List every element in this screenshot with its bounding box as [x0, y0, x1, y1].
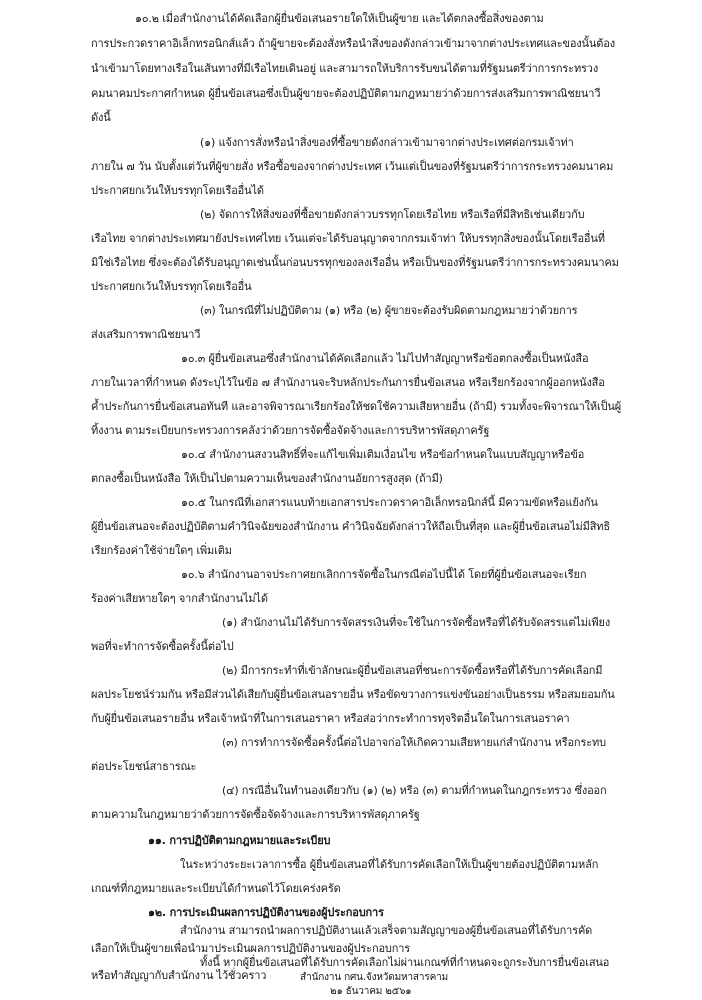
clause-10-6-line-2: ร้องค่าเสียหายใดๆ จากสำนักงานไม่ได้	[91, 592, 268, 605]
cancel-item-3-line-2: ต่อประโยชน์สาธารณะ	[91, 760, 197, 773]
clause-10-3-line-3: ค้ำประกันการยื่นข้อเสนอทันที และอาจพิจารณาเรียกร้องให้ชดใช้ความเสียหายอื่น (ถ้ามี) รวมทั้งจะพิจารณาให้เป็นผู้	[91, 400, 622, 413]
clause-11-heading: ๑๑. การปฏิบัติตามกฎหมายและระเบียบ	[148, 834, 331, 847]
clause-12-line-4: หรือทำสัญญากับสำนักงาน ไว้ชั่วคราว	[91, 969, 267, 982]
cancel-item-1-line-2: พอที่จะทำการจัดซื้อครั้งนี้ต่อไป	[91, 640, 234, 653]
item-2-line-2: เรือไทย จากต่างประเทศมายังประเทศไทย เว้นแต่จะได้รับอนุญาตจากกรมเจ้าท่า ให้บรรทุกสิ่งของนั้นโดยเรืออื่นที่	[91, 232, 605, 245]
item-1-line-2: ภายใน ๗ วัน นับตั้งแต่วันที่ผู้ขายสั่ง หรือซื้อของจากต่างประเทศ เว้นแต่เป็นของที่รัฐมนตรีว่าการกระทรวงคมนาคม	[91, 160, 614, 173]
item-2-line-1: (๒) จัดการให้สิ่งของที่ซื้อขายดังกล่าวบรรทุกโดยเรือไทย หรือเรือที่มีสิทธิเช่นเดียวกับ	[200, 208, 585, 221]
clause-10-2-line-1: ๑๐.๒ เมื่อสำนักงานได้คัดเลือกผู้ยื่นข้อเสนอรายใดให้เป็นผู้ขาย และได้ตกลงซื้อสิ่งของตาม	[135, 12, 544, 25]
cancel-item-4-line-2: ตามความในกฎหมายว่าด้วยการจัดซื้อจัดจ้างและการบริหารพัสดุภาครัฐ	[91, 808, 420, 821]
item-1-line-1: (๑) แจ้งการสั่งหรือนำสิ่งของที่ซื้อขายดังกล่าวเข้ามาจากต่างประเทศต่อกรมเจ้าท่า	[200, 136, 574, 149]
clause-10-6-line-1: ๑๐.๖ สำนักงานอาจประกาศยกเลิกการจัดซื้อในกรณีต่อไปนี้ได้ โดยที่ผู้ยื่นข้อเสนอจะเรียก	[181, 568, 587, 581]
item-2-line-4: ประกาศยกเว้นให้บรรทุกโดยเรืออื่น	[91, 280, 252, 293]
signature-office: สำนักงาน กศน.จังหวัดมหาสารคาม	[300, 972, 449, 983]
clause-10-5-line-2: ผู้ยื่นข้อเสนอจะต้องปฏิบัติตามคำวินิจฉัยของสำนักงาน คำวินิจฉัยดังกล่าวให้ถือเป็นที่สุด และผู้ยื่นข้อเสนอไม่มีสิทธิ	[91, 520, 610, 533]
clause-10-2-line-4: คมนาคมประกาศกำหนด ผู้ยื่นข้อเสนอซึ่งเป็นผู้ขายจะต้องปฏิบัติตามกฎหมายว่าด้วยการส่งเสริมการพาณิชยนาวี	[91, 87, 601, 100]
item-2-line-3: มิใช่เรือไทย ซึ่งจะต้องได้รับอนุญาตเช่นนั้นก่อนบรรทุกของลงเรืออื่น หรือเป็นของที่รัฐมนตรีว่าการกระทรวงคมนาคม	[91, 256, 619, 269]
clause-10-4-line-1: ๑๐.๔ สำนักงานสงวนสิทธิ์ที่จะแก้ไขเพิ่มเติมเงื่อนไข หรือข้อกำหนดในแบบสัญญาหรือข้อ	[181, 448, 585, 461]
cancel-item-2-line-3: กับผู้ยื่นข้อเสนอรายอื่น หรือเจ้าหน้าที่ในการเสนอราคา หรือส่อว่ากระทำการทุจริตอื่นใดในการเสนอราคา	[91, 712, 570, 725]
item-1-line-3: ประกาศยกเว้นให้บรรทุกโดยเรืออื่นได้	[91, 184, 264, 197]
cancel-item-3-line-1: (๓) การทำการจัดซื้อครั้งนี้ต่อไปอาจก่อให้เกิดความเสียหายแก่สำนักงาน หรือกระทบ	[222, 736, 606, 749]
clause-10-5-line-3: เรียกร้องค่าใช้จ่ายใดๆ เพิ่มเติม	[91, 544, 232, 557]
clause-12-heading: ๑๒. การประเมินผลการปฏิบัติงานของผู้ประกอบการ	[148, 906, 384, 919]
clause-12-line-3: ทั้งนี้ หากผู้ยื่นข้อเสนอที่ได้รับการคัดเลือกไม่ผ่านเกณฑ์ที่กำหนดจะถูกระงับการยื่นข้อเสนอ	[200, 956, 610, 969]
item-3-line-1: (๓) ในกรณีที่ไม่ปฏิบัติตาม (๑) หรือ (๒) ผู้ขายจะต้องรับผิดตามกฎหมายว่าด้วยการ	[200, 304, 578, 317]
clause-10-2-line-2: การประกวดราคาอิเล็กทรอนิกส์แล้ว ถ้าผู้ขายจะต้องสั่งหรือนำสิ่งของดังกล่าวเข้ามาจากต่างประเทศและของนั้นต้อง	[91, 37, 615, 50]
clause-10-5-line-1: ๑๐.๕ ในกรณีที่เอกสารแนบท้ายเอกสารประกวดราคาอิเล็กทรอนิกส์นี้ มีความขัดหรือแย้งกัน	[181, 496, 598, 509]
cancel-item-1-line-1: (๑) สำนักงานไม่ได้รับการจัดสรรเงินที่จะใช้ในการจัดซื้อหรือที่ได้รับจัดสรรแต่ไม่เพียง	[222, 616, 611, 629]
clause-11-line-2: เกณฑ์ที่กฎหมายและระเบียบได้กำหนดไว้โดยเคร่งครัด	[91, 882, 341, 895]
clause-11-line-1: ในระหว่างระยะเวลาการซื้อ ผู้ยื่นข้อเสนอที่ได้รับการคัดเลือกให้เป็นผู้ขายต้องปฏิบัติตามหลัก	[180, 858, 599, 871]
item-3-line-2: ส่งเสริมการพาณิชยนาวี	[91, 328, 201, 341]
clause-10-3-line-1: ๑๐.๓ ผู้ยื่นข้อเสนอซึ่งสำนักงานได้คัดเลือกแล้ว ไม่ไปทำสัญญาหรือข้อตกลงซื้อเป็นหนังสือ	[181, 352, 589, 365]
cancel-item-2-line-1: (๒) มีการกระทำที่เข้าลักษณะผู้ยื่นข้อเสนอที่ชนะการจัดซื้อหรือที่ได้รับการคัดเลือกมี	[222, 664, 603, 677]
cancel-item-4-line-1: (๔) กรณีอื่นในทำนองเดียวกับ (๑) (๒) หรือ (๓) ตามที่กำหนดในกฎกระทรวง ซึ่งออก	[222, 784, 607, 797]
clause-10-3-line-4: ทิ้งงาน ตามระเบียบกระทรวงการคลังว่าด้วยการจัดซื้อจัดจ้างและการบริหารพัสดุภาครัฐ	[91, 424, 490, 437]
clause-12-line-2: เลือกให้เป็นผู้ขายเพื่อนำมาประเมินผลการปฏิบัติงานของผู้ประกอบการ	[91, 942, 411, 955]
signature-date: ๒๑ ธันวาคม ๒๕๖๑	[330, 986, 412, 997]
cancel-item-2-line-2: ผลประโยชน์ร่วมกัน หรือมีส่วนได้เสียกับผู้ยื่นข้อเสนอรายอื่น หรือขัดขวางการแข่งขันอย่างเป็นธรรม หรือสมยอมกัน	[91, 688, 615, 701]
clause-12-line-1: สำนักงาน สามารถนำผลการปฏิบัติงานแล้วเสร็จตามสัญญาของผู้ยื่นข้อเสนอที่ได้รับการคัด	[180, 924, 593, 937]
clause-10-4-line-2: ตกลงซื้อเป็นหนังสือ ให้เป็นไปตามความเห็นของสำนักงานอัยการสูงสุด (ถ้ามี)	[91, 472, 443, 485]
clause-10-2-line-5: ดังนี้	[91, 111, 111, 124]
clause-10-2-line-3: นำเข้ามาโดยทางเรือในเส้นทางที่มีเรือไทยเดินอยู่ และสามารถให้บริการรับขนได้ตามที่รัฐมนตรีว่าการกระทรวง	[91, 62, 599, 75]
clause-10-3-line-2: ภายในเวลาที่กำหนด ดังระบุไว้ในข้อ ๗ สำนักงานจะริบหลักประกันการยื่นข้อเสนอ หรือเรียกร้องจากผู้ออกหนังสือ	[91, 376, 605, 389]
